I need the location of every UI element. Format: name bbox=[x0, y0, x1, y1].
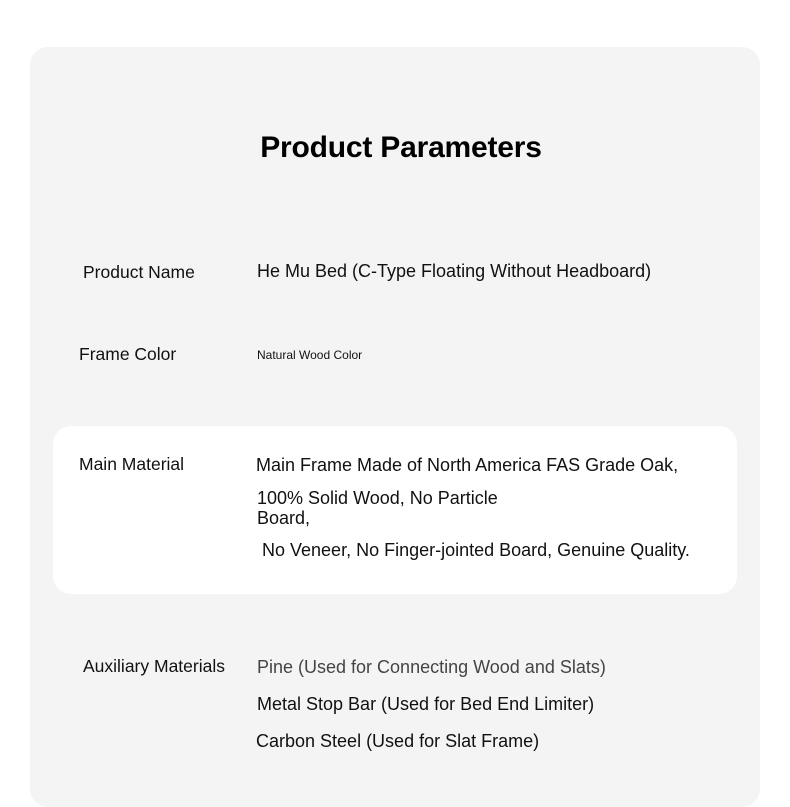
frame-color-label: Frame Color bbox=[79, 344, 177, 364]
main-material-line-3: No Veneer, No Finger-jointed Board, Genuine Quality. bbox=[262, 540, 690, 560]
main-material-line-2: 100% Solid Wood, No Particle Board, bbox=[257, 488, 498, 528]
auxiliary-material-line-1: Pine (Used for Connecting Wood and Slats) bbox=[257, 657, 606, 677]
main-material-line-1: Main Frame Made of North America FAS Grade Oak, bbox=[256, 455, 679, 475]
frame-color-value: Natural Wood Color bbox=[257, 348, 363, 362]
auxiliary-material-line-3: Carbon Steel (Used for Slat Frame) bbox=[256, 731, 540, 751]
page-title: Product Parameters bbox=[260, 131, 542, 164]
auxiliary-materials-label: Auxiliary Materials bbox=[83, 656, 225, 676]
auxiliary-material-line-2: Metal Stop Bar (Used for Bed End Limiter) bbox=[257, 694, 595, 714]
product-name-label: Product Name bbox=[83, 262, 195, 282]
product-name-value: He Mu Bed (C-Type Floating Without Headboard) bbox=[257, 261, 652, 281]
main-material-label: Main Material bbox=[79, 454, 185, 474]
